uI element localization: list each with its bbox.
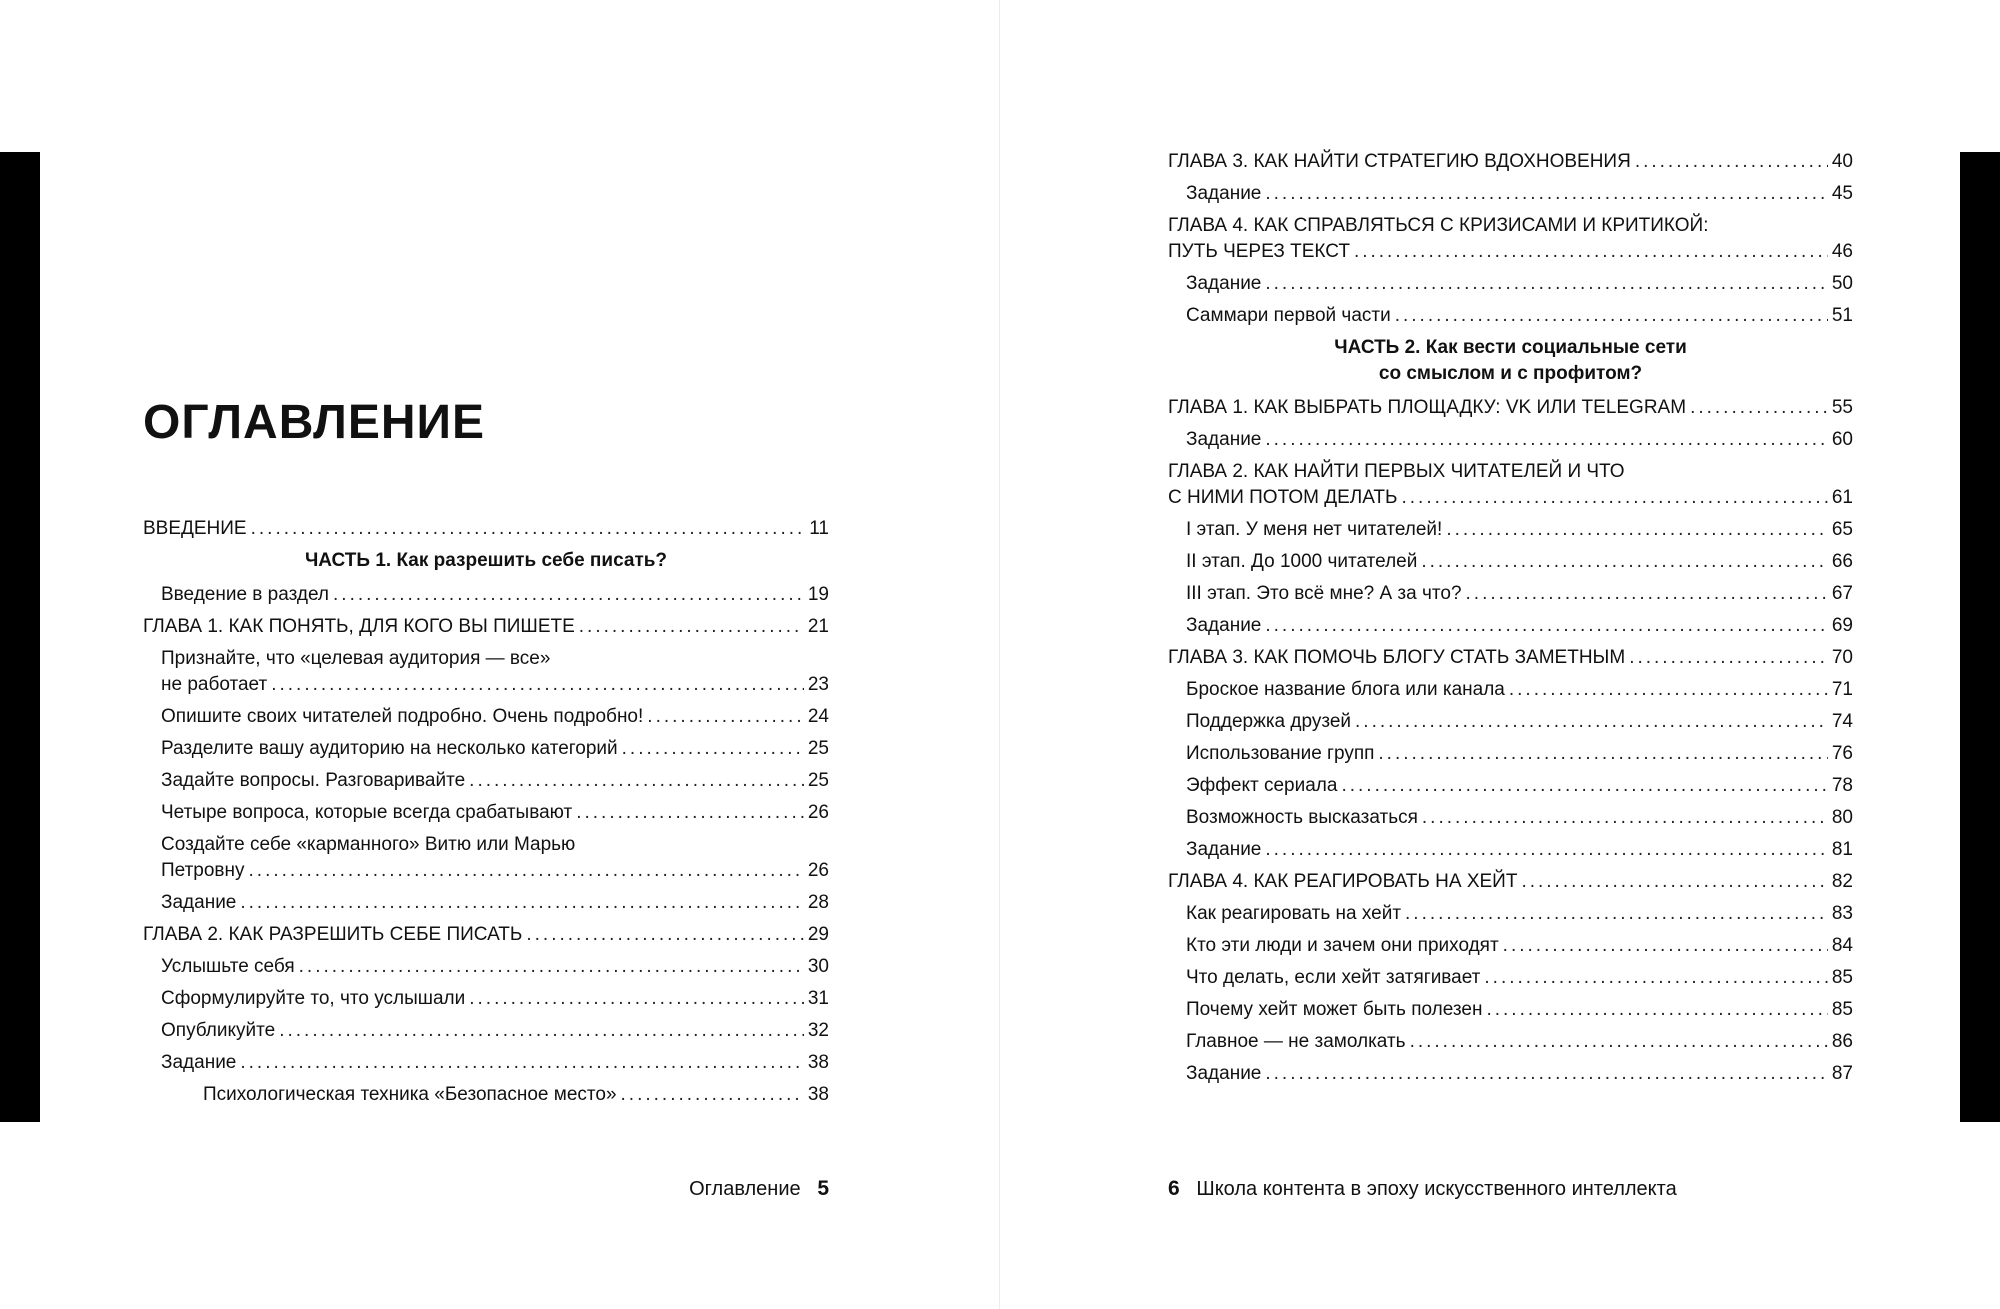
toc-entry[interactable]	[143, 1050, 829, 1076]
leader-dots	[1395, 303, 1828, 329]
toc-page-number: 85	[1831, 967, 1853, 988]
toc-entry[interactable]	[1168, 997, 1853, 1023]
page-title: ОГЛАВЛЕНИЕ	[143, 396, 486, 449]
toc-page-number: 86	[1831, 1031, 1853, 1052]
toc-page-number: 25	[807, 738, 829, 759]
toc-page-number: 55	[1831, 397, 1853, 418]
toc-entry-chapter[interactable]	[1168, 395, 1853, 421]
toc-label: С НИМИ ПОТОМ ДЕЛАТЬ	[1168, 487, 1398, 508]
leader-dots	[1405, 901, 1828, 927]
toc-entry[interactable]	[143, 646, 829, 698]
toc-label: ГЛАВА 2. КАК РАЗРЕШИТЬ СЕБЕ ПИСАТЬ	[143, 924, 523, 945]
leader-dots	[1265, 837, 1827, 863]
leader-dots	[526, 922, 803, 948]
toc-label: Задание	[161, 892, 237, 913]
toc-entry[interactable]	[143, 704, 829, 730]
toc-label: ГЛАВА 3. КАК НАЙТИ СТРАТЕГИЮ ВДОХНОВЕНИЯ	[1168, 151, 1631, 172]
toc-label: ГЛАВА 3. КАК ПОМОЧЬ БЛОГУ СТАТЬ ЗАМЕТНЫМ	[1168, 647, 1626, 668]
toc-page-number: 38	[807, 1084, 829, 1105]
toc-page-number: 78	[1831, 775, 1853, 796]
toc-page-number: 60	[1831, 429, 1853, 450]
toc-entry[interactable]	[1168, 709, 1853, 735]
leader-dots	[249, 858, 804, 884]
leader-dots	[1265, 1061, 1827, 1087]
leader-dots	[1690, 395, 1828, 421]
toc-label: ПУТЬ ЧЕРЕЗ ТЕКСТ	[1168, 241, 1350, 262]
toc-label-line1: ГЛАВА 4. КАК СПРАВЛЯТЬСЯ С КРИЗИСАМИ И КРИТИКОЙ:	[1168, 215, 1709, 236]
toc-entry[interactable]	[143, 768, 829, 794]
leader-dots	[1355, 709, 1828, 735]
page-footer-right	[1168, 1177, 1677, 1201]
toc-page-number: 65	[1831, 519, 1853, 540]
leader-dots	[333, 582, 804, 608]
leader-dots	[579, 614, 804, 640]
running-title: Оглавление	[689, 1178, 801, 1200]
toc-entry-chapter[interactable]	[143, 614, 829, 640]
leader-dots	[1446, 517, 1828, 543]
leader-dots	[1635, 149, 1828, 175]
toc-page-number: 83	[1831, 903, 1853, 924]
page-gutter	[999, 0, 1000, 1309]
part-heading-line1: ЧАСТЬ 2. Как вести социальные сети	[1334, 337, 1687, 358]
toc-label: Поддержка друзей	[1186, 711, 1352, 732]
toc-page-number: 19	[807, 584, 829, 605]
toc-entry[interactable]	[143, 986, 829, 1012]
toc-left	[143, 512, 829, 1114]
toc-page-number: 40	[1831, 151, 1853, 172]
toc-entry[interactable]	[1168, 741, 1853, 767]
leader-dots	[647, 704, 804, 730]
leader-dots	[622, 736, 804, 762]
toc-label: Сформулируйте то, что услышали	[161, 988, 466, 1009]
toc-page-number: 46	[1831, 241, 1853, 262]
toc-page-number: 80	[1831, 807, 1853, 828]
running-title: Школа контента в эпоху искусственного интеллекта	[1196, 1178, 1677, 1200]
toc-label: Психологическая техника «Безопасное место»	[203, 1084, 617, 1105]
page-footer-left	[689, 1177, 829, 1201]
toc-label-line1: Признайте, что «целевая аудитория — все»	[161, 648, 551, 669]
toc-label: Использование групп	[1186, 743, 1375, 764]
leader-dots	[240, 890, 803, 916]
toc-entry[interactable]	[143, 832, 829, 884]
toc-entry[interactable]	[1168, 271, 1853, 297]
leader-dots	[1421, 549, 1828, 575]
toc-page-number: 21	[807, 616, 829, 637]
toc-label-line1: Создайте себе «карманного» Витю или Марью	[161, 834, 576, 855]
leader-dots	[1265, 271, 1827, 297]
toc-page-number: 76	[1831, 743, 1853, 764]
leader-dots	[1486, 997, 1827, 1023]
toc-entry[interactable]	[1168, 303, 1853, 329]
toc-label: Опишите своих читателей подробно. Очень подробно!	[161, 706, 644, 727]
toc-page-number: 23	[807, 674, 829, 695]
toc-entry-introduction[interactable]	[143, 516, 829, 542]
toc-page-number: 84	[1831, 935, 1853, 956]
toc-page-number: 26	[807, 802, 829, 823]
leader-dots	[1484, 965, 1827, 991]
toc-label: Задание	[1186, 839, 1262, 860]
toc-page-number: 38	[807, 1052, 829, 1073]
toc-label: Петровну	[161, 860, 245, 881]
leader-dots	[1503, 933, 1828, 959]
toc-entry-chapter[interactable]	[1168, 213, 1853, 265]
leader-dots	[1378, 741, 1827, 767]
toc-page-number: 67	[1831, 583, 1853, 604]
leader-dots	[1265, 427, 1827, 453]
toc-entry[interactable]	[1168, 773, 1853, 799]
toc-entry[interactable]	[1168, 1029, 1853, 1055]
toc-label: Задание	[1186, 615, 1262, 636]
toc-page-number: 82	[1831, 871, 1853, 892]
toc-entry[interactable]	[1168, 1061, 1853, 1087]
toc-page-number: 11	[809, 518, 829, 539]
part-heading: ЧАСТЬ 1. Как разрешить себе писать?	[304, 550, 668, 571]
toc-label: Главное — не замолкать	[1186, 1031, 1406, 1052]
leader-dots	[576, 800, 804, 826]
leader-dots	[1422, 805, 1828, 831]
leader-dots	[271, 672, 804, 698]
part-heading-line2: со смыслом и с профитом?	[1378, 363, 1643, 384]
leader-dots	[1341, 773, 1827, 799]
leader-dots	[240, 1050, 803, 1076]
toc-label: Почему хейт может быть полезен	[1186, 999, 1483, 1020]
toc-page-number: 26	[807, 860, 829, 881]
toc-entry[interactable]	[1168, 965, 1853, 991]
left-page	[143, 0, 829, 1309]
toc-label: Возможность высказаться	[1186, 807, 1418, 828]
toc-entry[interactable]	[143, 1082, 829, 1108]
toc-entry[interactable]	[1168, 837, 1853, 863]
toc-entry[interactable]	[1168, 805, 1853, 831]
toc-entry[interactable]	[1168, 517, 1853, 543]
leader-dots	[1410, 1029, 1828, 1055]
right-page	[1168, 0, 1853, 1309]
left-edge-tab	[0, 152, 40, 1122]
toc-entry-chapter[interactable]	[1168, 459, 1853, 511]
page-number: 5	[817, 1177, 829, 1200]
toc-entry[interactable]	[143, 736, 829, 762]
right-edge-tab	[1960, 152, 2000, 1122]
leader-dots	[299, 954, 804, 980]
toc-label: Броское название блога или канала	[1186, 679, 1505, 700]
toc-label: III этап. Это всё мне? А за что?	[1186, 583, 1462, 604]
leader-dots	[1401, 485, 1827, 511]
toc-page-number: 31	[807, 988, 829, 1009]
leader-dots	[1354, 239, 1828, 265]
leader-dots	[1629, 645, 1828, 671]
toc-entry[interactable]	[1168, 901, 1853, 927]
toc-entry[interactable]	[143, 582, 829, 608]
leader-dots	[1265, 181, 1827, 207]
leader-dots	[1466, 581, 1828, 607]
toc-page-number: 69	[1831, 615, 1853, 636]
toc-label: Услышьте себя	[161, 956, 295, 977]
toc-entry[interactable]	[143, 1018, 829, 1044]
leader-dots	[251, 516, 806, 542]
leader-dots	[469, 768, 804, 794]
toc-right	[1168, 145, 1853, 1093]
toc-page-number: 24	[807, 706, 829, 727]
toc-label: ГЛАВА 1. КАК ВЫБРАТЬ ПЛОЩАДКУ: VK ИЛИ TELEGRAM	[1168, 397, 1687, 418]
leader-dots	[621, 1082, 804, 1108]
toc-entry-chapter[interactable]	[1168, 645, 1853, 671]
toc-label: II этап. До 1000 читателей	[1186, 551, 1418, 572]
toc-label: Кто эти люди и зачем они приходят	[1186, 935, 1499, 956]
toc-page-number: 51	[1831, 305, 1853, 326]
toc-page-number: 70	[1831, 647, 1853, 668]
toc-label: ГЛАВА 4. КАК РЕАГИРОВАТЬ НА ХЕЙТ	[1168, 871, 1518, 892]
toc-page-number: 74	[1831, 711, 1853, 732]
toc-label: Задание	[1186, 429, 1262, 450]
page-number: 6	[1168, 1177, 1180, 1200]
part-heading	[1168, 335, 1853, 387]
toc-page-number: 25	[807, 770, 829, 791]
toc-entry[interactable]	[1168, 581, 1853, 607]
toc-label: Эффект сериала	[1186, 775, 1338, 796]
toc-page-number: 61	[1831, 487, 1853, 508]
toc-page-number: 71	[1831, 679, 1853, 700]
toc-label: ГЛАВА 1. КАК ПОНЯТЬ, ДЛЯ КОГО ВЫ ПИШЕТЕ	[143, 616, 575, 637]
toc-label: ВВЕДЕНИЕ	[143, 518, 247, 539]
toc-label: Задайте вопросы. Разговаривайте	[161, 770, 466, 791]
toc-label: Как реагировать на хейт	[1186, 903, 1402, 924]
toc-label: Задание	[1186, 273, 1262, 294]
toc-label: Четыре вопроса, которые всегда срабатывают	[161, 802, 573, 823]
toc-entry[interactable]	[1168, 181, 1853, 207]
leader-dots	[1521, 869, 1827, 895]
leader-dots	[1265, 613, 1827, 639]
toc-page-number: 29	[807, 924, 829, 945]
toc-label: Задание	[1186, 183, 1262, 204]
leader-dots	[279, 1018, 804, 1044]
toc-entry[interactable]	[1168, 549, 1853, 575]
toc-label: Опубликуйте	[161, 1020, 276, 1041]
toc-entry[interactable]	[143, 954, 829, 980]
toc-page-number: 66	[1831, 551, 1853, 572]
toc-page-number: 32	[807, 1020, 829, 1041]
toc-label: Саммари первой части	[1186, 305, 1391, 326]
toc-label: Введение в раздел	[161, 584, 330, 605]
toc-entry[interactable]	[143, 800, 829, 826]
toc-label: Что делать, если хейт затягивает	[1186, 967, 1481, 988]
toc-label: I этап. У меня нет читателей!	[1186, 519, 1443, 540]
toc-page-number: 28	[807, 892, 829, 913]
toc-entry-chapter[interactable]	[1168, 149, 1853, 175]
toc-entry-chapter[interactable]	[143, 922, 829, 948]
toc-label: не работает	[161, 674, 268, 695]
toc-page-number: 45	[1831, 183, 1853, 204]
toc-page-number: 85	[1831, 999, 1853, 1020]
toc-label-line1: ГЛАВА 2. КАК НАЙТИ ПЕРВЫХ ЧИТАТЕЛЕЙ И ЧТО	[1168, 461, 1625, 482]
toc-page-number: 30	[807, 956, 829, 977]
toc-label: Задание	[161, 1052, 237, 1073]
toc-entry-chapter[interactable]	[1168, 869, 1853, 895]
toc-page-number: 50	[1831, 273, 1853, 294]
leader-dots	[469, 986, 804, 1012]
leader-dots	[1509, 677, 1828, 703]
toc-page-number: 81	[1831, 839, 1853, 860]
toc-entry[interactable]	[1168, 427, 1853, 453]
toc-label: Разделите вашу аудиторию на несколько категорий	[161, 738, 618, 759]
toc-entry[interactable]	[143, 890, 829, 916]
toc-entry[interactable]	[1168, 677, 1853, 703]
toc-label: Задание	[1186, 1063, 1262, 1084]
toc-entry[interactable]	[1168, 933, 1853, 959]
toc-entry[interactable]	[1168, 613, 1853, 639]
toc-page-number: 87	[1831, 1063, 1853, 1084]
